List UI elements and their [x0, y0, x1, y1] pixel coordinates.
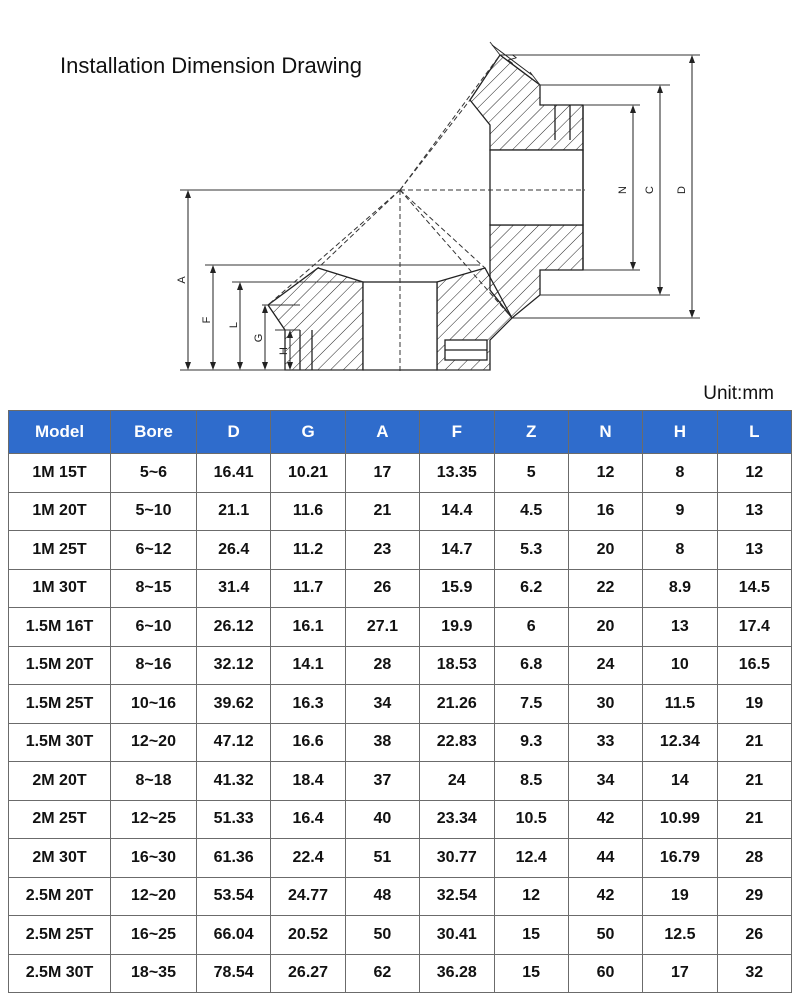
cell-g: 11.7 [271, 569, 345, 608]
cell-model: 1M 15T [9, 454, 111, 493]
cell-bore: 6~10 [111, 608, 197, 647]
cell-bore: 5~10 [111, 492, 197, 531]
dim-label-a: A [176, 276, 188, 284]
cell-d: 32.12 [197, 646, 271, 685]
cell-d: 47.12 [197, 723, 271, 762]
cell-a: 38 [345, 723, 419, 762]
cell-bore: 12~20 [111, 723, 197, 762]
cell-z: 6.8 [494, 646, 568, 685]
cell-h: 12.5 [643, 916, 717, 955]
cell-n: 50 [568, 916, 642, 955]
drawing-title: Installation Dimension Drawing [60, 53, 363, 78]
cell-d: 41.32 [197, 762, 271, 801]
cell-model: 1.5M 16T [9, 608, 111, 647]
cell-model: 2M 30T [9, 839, 111, 878]
cell-g: 20.52 [271, 916, 345, 955]
cell-z: 12.4 [494, 839, 568, 878]
table-row [9, 723, 792, 762]
dim-label-l: L [228, 321, 240, 329]
cell-g: 18.4 [271, 762, 345, 801]
cell-d: 21.1 [197, 492, 271, 531]
cell-n: 42 [568, 800, 642, 839]
cell-h: 19 [643, 877, 717, 916]
cell-h: 8.9 [643, 569, 717, 608]
cell-d: 16.41 [197, 454, 271, 493]
table-header-row [9, 411, 792, 454]
installation-dimension-drawing [0, 30, 800, 380]
cell-z: 8.5 [494, 762, 568, 801]
dim-label-n: N [617, 186, 629, 194]
table-row [9, 454, 792, 493]
cell-l: 13 [717, 531, 791, 570]
cell-z: 12 [494, 877, 568, 916]
cell-h: 10 [643, 646, 717, 685]
cell-g: 16.4 [271, 800, 345, 839]
cell-n: 24 [568, 646, 642, 685]
dim-label-c: C [644, 186, 656, 194]
cell-a: 34 [345, 685, 419, 724]
cell-g: 16.1 [271, 608, 345, 647]
cell-model: 1.5M 25T [9, 685, 111, 724]
dim-label-h: H [278, 347, 290, 355]
cell-a: 51 [345, 839, 419, 878]
table-row [9, 646, 792, 685]
cell-g: 14.1 [271, 646, 345, 685]
cell-model: 2M 25T [9, 800, 111, 839]
cell-bore: 10~16 [111, 685, 197, 724]
cell-l: 21 [717, 800, 791, 839]
cell-bore: 16~30 [111, 839, 197, 878]
cell-f: 23.34 [420, 800, 494, 839]
header-a: A [345, 411, 419, 454]
cell-l: 14.5 [717, 569, 791, 608]
cell-d: 26.12 [197, 608, 271, 647]
spec-table [8, 410, 792, 993]
cell-bore: 5~6 [111, 454, 197, 493]
cell-model: 1M 20T [9, 492, 111, 531]
cell-l: 21 [717, 762, 791, 801]
cell-h: 10.99 [643, 800, 717, 839]
cell-f: 19.9 [420, 608, 494, 647]
cell-f: 15.9 [420, 569, 494, 608]
cell-l: 12 [717, 454, 791, 493]
cell-a: 21 [345, 492, 419, 531]
cell-model: 2.5M 30T [9, 954, 111, 993]
cell-g: 10.21 [271, 454, 345, 493]
cell-l: 32 [717, 954, 791, 993]
header-d: D [197, 411, 271, 454]
cell-h: 11.5 [643, 685, 717, 724]
cell-g: 24.77 [271, 877, 345, 916]
cell-h: 8 [643, 531, 717, 570]
cell-h: 17 [643, 954, 717, 993]
header-z: Z [494, 411, 568, 454]
cell-d: 53.54 [197, 877, 271, 916]
cell-g: 16.6 [271, 723, 345, 762]
cell-model: 2.5M 25T [9, 916, 111, 955]
cell-z: 7.5 [494, 685, 568, 724]
cell-n: 12 [568, 454, 642, 493]
cell-l: 17.4 [717, 608, 791, 647]
header-h: H [643, 411, 717, 454]
table-row [9, 569, 792, 608]
cell-a: 26 [345, 569, 419, 608]
cell-f: 14.7 [420, 531, 494, 570]
cell-model: 1.5M 20T [9, 646, 111, 685]
cell-d: 78.54 [197, 954, 271, 993]
table-row [9, 685, 792, 724]
cell-g: 11.2 [271, 531, 345, 570]
cell-n: 34 [568, 762, 642, 801]
cell-f: 24 [420, 762, 494, 801]
table-row [9, 531, 792, 570]
spec-table-body [9, 454, 792, 993]
cell-bore: 12~25 [111, 800, 197, 839]
cell-a: 40 [345, 800, 419, 839]
dim-label-z: Z [505, 52, 519, 67]
cell-d: 66.04 [197, 916, 271, 955]
cell-a: 37 [345, 762, 419, 801]
cell-d: 51.33 [197, 800, 271, 839]
cell-a: 17 [345, 454, 419, 493]
cell-f: 36.28 [420, 954, 494, 993]
cell-model: 2.5M 20T [9, 877, 111, 916]
cell-z: 10.5 [494, 800, 568, 839]
cell-f: 22.83 [420, 723, 494, 762]
cell-d: 39.62 [197, 685, 271, 724]
lower-gear-section [268, 268, 512, 370]
table-row [9, 492, 792, 531]
cell-f: 30.41 [420, 916, 494, 955]
header-bore: Bore [111, 411, 197, 454]
table-row [9, 762, 792, 801]
cell-n: 20 [568, 531, 642, 570]
cell-model: 2M 20T [9, 762, 111, 801]
cell-l: 29 [717, 877, 791, 916]
cell-l: 28 [717, 839, 791, 878]
cell-n: 33 [568, 723, 642, 762]
cell-model: 1.5M 30T [9, 723, 111, 762]
cell-z: 5 [494, 454, 568, 493]
cell-f: 13.35 [420, 454, 494, 493]
header-g: G [271, 411, 345, 454]
cell-h: 9 [643, 492, 717, 531]
cell-z: 6.2 [494, 569, 568, 608]
cell-d: 61.36 [197, 839, 271, 878]
cell-f: 21.26 [420, 685, 494, 724]
cell-bore: 8~16 [111, 646, 197, 685]
cell-n: 16 [568, 492, 642, 531]
cell-z: 15 [494, 954, 568, 993]
cell-a: 28 [345, 646, 419, 685]
cell-a: 27.1 [345, 608, 419, 647]
cell-g: 22.4 [271, 839, 345, 878]
cell-f: 32.54 [420, 877, 494, 916]
cell-n: 44 [568, 839, 642, 878]
cell-bore: 8~18 [111, 762, 197, 801]
cell-bore: 12~20 [111, 877, 197, 916]
cell-h: 16.79 [643, 839, 717, 878]
header-model: Model [9, 411, 111, 454]
cell-z: 6 [494, 608, 568, 647]
dim-label-g: G [253, 333, 265, 343]
cell-a: 62 [345, 954, 419, 993]
cell-l: 16.5 [717, 646, 791, 685]
cell-n: 30 [568, 685, 642, 724]
cell-z: 4.5 [494, 492, 568, 531]
cell-n: 22 [568, 569, 642, 608]
cell-f: 18.53 [420, 646, 494, 685]
header-f: F [420, 411, 494, 454]
cell-z: 15 [494, 916, 568, 955]
dim-label-d: D [676, 186, 688, 194]
table-row [9, 839, 792, 878]
cell-bore: 18~35 [111, 954, 197, 993]
cell-f: 30.77 [420, 839, 494, 878]
cell-n: 42 [568, 877, 642, 916]
cell-g: 16.3 [271, 685, 345, 724]
cell-h: 12.34 [643, 723, 717, 762]
table-row [9, 877, 792, 916]
cell-l: 21 [717, 723, 791, 762]
cell-l: 26 [717, 916, 791, 955]
cell-g: 11.6 [271, 492, 345, 531]
cell-h: 8 [643, 454, 717, 493]
cell-l: 13 [717, 492, 791, 531]
cell-bore: 6~12 [111, 531, 197, 570]
dim-label-f: F [201, 316, 213, 324]
cell-d: 26.4 [197, 531, 271, 570]
table-row [9, 916, 792, 955]
table-row [9, 608, 792, 647]
cell-a: 23 [345, 531, 419, 570]
unit-label: Unit:mm [703, 383, 774, 404]
cell-a: 48 [345, 877, 419, 916]
cell-d: 31.4 [197, 569, 271, 608]
cell-h: 14 [643, 762, 717, 801]
table-row [9, 954, 792, 993]
cell-bore: 8~15 [111, 569, 197, 608]
cell-z: 5.3 [494, 531, 568, 570]
cell-a: 50 [345, 916, 419, 955]
cell-model: 1M 25T [9, 531, 111, 570]
cell-f: 14.4 [420, 492, 494, 531]
cell-n: 20 [568, 608, 642, 647]
cell-l: 19 [717, 685, 791, 724]
cell-n: 60 [568, 954, 642, 993]
cell-z: 9.3 [494, 723, 568, 762]
header-l: L [717, 411, 791, 454]
table-row [9, 800, 792, 839]
cell-g: 26.27 [271, 954, 345, 993]
cell-bore: 16~25 [111, 916, 197, 955]
cell-model: 1M 30T [9, 569, 111, 608]
header-n: N [568, 411, 642, 454]
cell-h: 13 [643, 608, 717, 647]
